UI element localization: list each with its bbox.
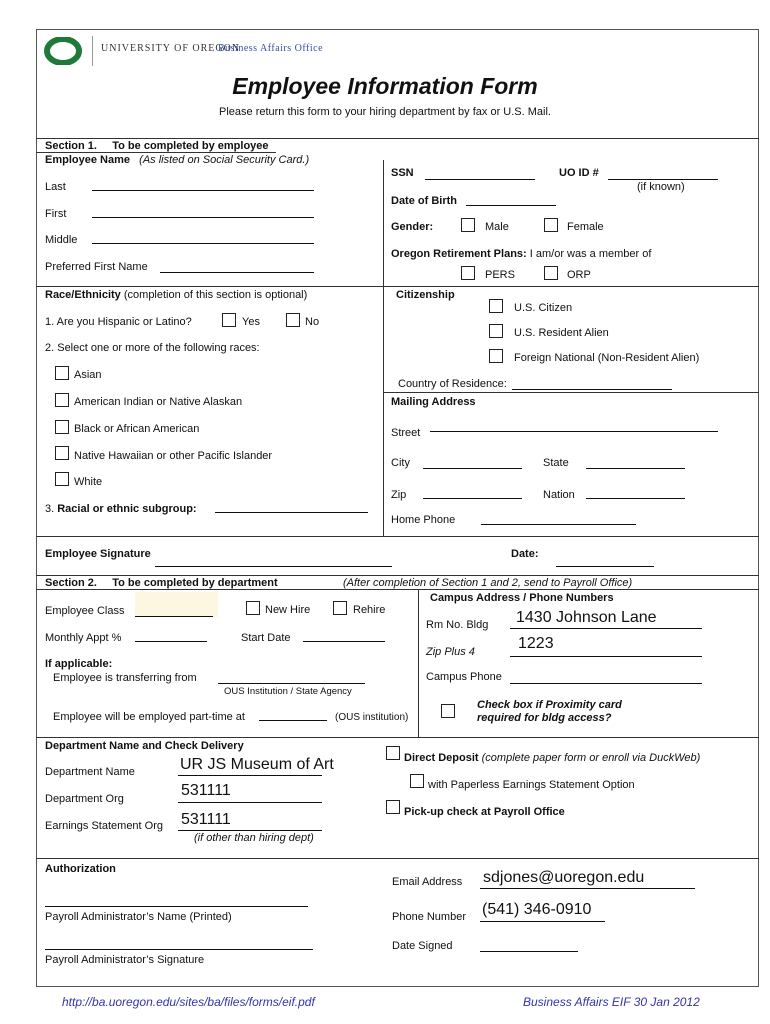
section1-top-rule [36, 138, 759, 139]
part-time-label: Employee will be employed part-time at [53, 711, 245, 723]
first-field[interactable] [92, 217, 314, 218]
street-label: Street [391, 427, 421, 439]
direct-deposit-checkbox[interactable] [386, 746, 400, 760]
retirement-plans-bold: Oregon Retirement Plans: [391, 248, 527, 260]
us-citizen-label: U.S. Citizen [514, 302, 573, 314]
section2-top-rule [36, 575, 759, 576]
race-white-label: White [74, 476, 103, 488]
male-checkbox[interactable] [461, 218, 475, 232]
country-label: Country of Residence: [398, 378, 507, 390]
direct-deposit-rest: (complete paper form or enroll via DuckWeb) [478, 752, 701, 764]
date-signed-label: Date Signed [392, 940, 453, 952]
dob-field[interactable] [466, 205, 556, 206]
proximity-card-checkbox[interactable] [441, 704, 455, 718]
logo-divider [92, 36, 93, 66]
employee-signature-label: Employee Signature [45, 548, 151, 560]
hispanic-question: 1. Are you Hispanic or Latino? [45, 316, 192, 328]
state-field[interactable] [586, 468, 685, 469]
preferred-name-label: Preferred First Name [45, 261, 148, 273]
city-label: City [391, 457, 410, 469]
signature-date-label: Date: [511, 548, 539, 560]
pers-checkbox[interactable] [461, 266, 475, 280]
transferring-field[interactable] [218, 683, 365, 684]
earnings-org-value[interactable]: 531111 [181, 811, 231, 828]
first-label: First [45, 208, 67, 220]
campus-heading: Campus Address / Phone Numbers [430, 592, 614, 604]
race-rest: (completion of this section is optional) [120, 289, 308, 301]
zip-plus-underline [510, 656, 702, 657]
employee-name-note: (As listed on Social Security Card.) [139, 154, 310, 166]
section2-label: Section 2. [45, 577, 97, 589]
female-label: Female [567, 221, 604, 233]
races-question: 2. Select one or more of the following races: [45, 342, 260, 354]
state-label: State [543, 457, 569, 469]
form-title: Employee Information Form [232, 73, 538, 99]
dept-name-label: Department Name [45, 766, 135, 778]
nation-field[interactable] [586, 498, 685, 499]
if-known-note: (if known) [637, 181, 685, 193]
race-american-indian-label: American Indian or Native Alaskan [74, 396, 243, 408]
footer-url[interactable]: http://ba.uoregon.edu/sites/ba/files/forms/eif.pdf [62, 995, 315, 1009]
country-field[interactable] [512, 389, 672, 390]
campus-phone-field[interactable] [510, 683, 702, 684]
footer-revision: Business Affairs EIF 30 Jan 2012 [523, 995, 700, 1009]
dept-name-value[interactable]: UR JS Museum of Art [180, 756, 334, 773]
office-name: Business Affairs Office [218, 43, 324, 54]
earnings-org-label: Earnings Statement Org [45, 820, 164, 832]
dept-org-label: Department Org [45, 793, 124, 805]
mailing-heading: Mailing Address [391, 396, 476, 408]
campus-phone-label: Campus Phone [426, 671, 502, 683]
admin-name-field[interactable] [45, 906, 308, 907]
subgroup-field[interactable] [215, 512, 368, 513]
uo-logo [44, 37, 82, 65]
part-time-field[interactable] [259, 720, 327, 721]
nation-label: Nation [543, 489, 575, 501]
auth-heading: Authorization [45, 863, 116, 875]
zip-plus-label: Zip Plus 4 [426, 646, 475, 658]
new-hire-checkbox[interactable] [246, 601, 260, 615]
hispanic-yes-checkbox[interactable] [222, 313, 236, 327]
section2-heading [45, 577, 278, 589]
pickup-checkbox[interactable] [386, 800, 400, 814]
orp-checkbox[interactable] [544, 266, 558, 280]
dob-label: Date of Birth [391, 195, 457, 207]
new-hire-label: New Hire [265, 604, 311, 616]
resident-alien-label: U.S. Resident Alien [514, 327, 609, 339]
race-hawaiian-checkbox[interactable] [55, 446, 69, 460]
ous-state-agency-note: OUS Institution / State Agency [224, 686, 352, 697]
transferring-label: Employee is transferring from [53, 672, 197, 684]
street-field[interactable] [430, 431, 718, 432]
race-heading [45, 289, 307, 301]
citizenship-heading: Citizenship [396, 289, 455, 301]
rm-bldg-label: Rm No. Bldg [426, 619, 489, 631]
email-underline [480, 888, 695, 889]
proximity-card-line2: required for bldg access? [477, 712, 612, 724]
section1-desc: To be completed by employee [112, 140, 269, 152]
signature-rule [36, 536, 759, 537]
last-label: Last [45, 181, 66, 193]
subgroup-prefix: 3. [45, 503, 58, 515]
email-label: Email Address [392, 876, 463, 888]
subgroup-label [45, 503, 197, 515]
monthly-appt-label: Monthly Appt % [45, 632, 122, 644]
subgroup-bold: Racial or ethnic subgroup: [57, 503, 197, 515]
race-rule [36, 286, 759, 287]
paperless-checkbox[interactable] [410, 774, 424, 788]
hispanic-no-checkbox[interactable] [286, 313, 300, 327]
phone-value[interactable]: (541) 346-0910 [482, 901, 592, 918]
zip-field[interactable] [423, 498, 522, 499]
signature-date-field[interactable] [556, 566, 654, 567]
middle-label: Middle [45, 234, 78, 246]
hispanic-yes-label: Yes [242, 316, 260, 328]
resident-alien-checkbox[interactable] [489, 324, 503, 338]
rehire-checkbox[interactable] [333, 601, 347, 615]
university-name: UNIVERSITY OF OREGON [101, 43, 241, 54]
race-hawaiian-label: Native Hawaiian or other Pacific Islander [74, 450, 273, 462]
phone-underline [480, 921, 605, 922]
direct-deposit-label [404, 752, 700, 764]
section2-note: (After completion of Section 1 and 2, send to Payroll Office) [343, 577, 633, 589]
email-value[interactable]: sdjones@uoregon.edu [483, 869, 645, 886]
if-other-note: (if other than hiring dept) [194, 832, 314, 844]
earnings-org-underline [178, 830, 322, 831]
auth-rule [36, 858, 759, 859]
uoid-field[interactable] [608, 179, 718, 180]
ssn-label: SSN [391, 167, 414, 179]
section1-divider [383, 160, 384, 536]
female-checkbox[interactable] [544, 218, 558, 232]
direct-deposit-bold: Direct Deposit [404, 752, 479, 764]
section2-divider [418, 589, 419, 737]
foreign-national-label: Foreign National (Non-Resident Alien) [514, 352, 700, 364]
male-label: Male [485, 221, 509, 233]
retirement-plans-label [391, 248, 651, 260]
dept-rule [36, 737, 759, 738]
admin-signature-label: Payroll Administrator’s Signature [45, 954, 205, 966]
mailing-rule [383, 392, 759, 393]
section1-heading [45, 140, 269, 152]
retirement-plans-rest: I am/or was a member of [526, 248, 652, 260]
ous-institution-note: (OUS institution) [335, 712, 409, 723]
race-american-indian-checkbox[interactable] [55, 393, 69, 407]
race-white-checkbox[interactable] [55, 472, 69, 486]
dept-org-underline [178, 802, 322, 803]
hispanic-no-label: No [305, 316, 320, 328]
city-field[interactable] [423, 468, 522, 469]
if-applicable-label: If applicable: [45, 658, 113, 670]
employee-class-field[interactable] [135, 592, 218, 617]
phone-label: Phone Number [392, 911, 466, 923]
uoid-label: UO ID # [559, 167, 599, 179]
race-black-label: Black or African American [74, 423, 200, 435]
us-citizen-checkbox[interactable] [489, 299, 503, 313]
employee-name-label: Employee Name [45, 154, 130, 166]
employee-class-underline [135, 616, 213, 617]
race-bold: Race/Ethnicity [45, 289, 121, 301]
start-date-label: Start Date [241, 632, 291, 644]
zip-label: Zip [391, 489, 407, 501]
date-signed-field[interactable] [480, 951, 578, 952]
proximity-card-line1: Check box if Proximity card [477, 699, 622, 711]
race-black-checkbox[interactable] [55, 420, 69, 434]
last-field[interactable] [92, 190, 314, 191]
admin-name-label: Payroll Administrator’s Name (Printed) [45, 911, 232, 923]
rehire-label: Rehire [353, 604, 386, 616]
section1-label: Section 1. [45, 140, 97, 152]
dept-heading: Department Name and Check Delivery [45, 740, 244, 752]
gender-label: Gender: [391, 221, 434, 233]
employee-signature-field[interactable] [155, 566, 392, 567]
admin-signature-field[interactable] [45, 949, 313, 950]
section2-underline [36, 589, 759, 590]
rm-bldg-underline [510, 628, 702, 629]
section1-underline [36, 152, 276, 153]
monthly-appt-field[interactable] [135, 641, 207, 642]
employee-name-heading [45, 154, 309, 166]
pers-label: PERS [485, 269, 515, 281]
employee-class-label: Employee Class [45, 605, 125, 617]
middle-field[interactable] [92, 243, 314, 244]
home-phone-label: Home Phone [391, 514, 456, 526]
orp-label: ORP [567, 269, 591, 281]
race-asian-label: Asian [74, 369, 102, 381]
form-subtitle: Please return this form to your hiring department by fax or U.S. Mail. [219, 106, 551, 118]
zip-plus-value[interactable]: 1223 [518, 635, 554, 652]
foreign-national-checkbox[interactable] [489, 349, 503, 363]
preferred-name-field[interactable] [160, 272, 314, 273]
section2-desc: To be completed by department [112, 577, 278, 589]
rm-bldg-value[interactable]: 1430 Johnson Lane [516, 609, 657, 626]
dept-org-value[interactable]: 531111 [181, 782, 231, 799]
ssn-field[interactable] [425, 179, 535, 180]
race-asian-checkbox[interactable] [55, 366, 69, 380]
pickup-label: Pick-up check at Payroll Office [404, 806, 565, 818]
paperless-label: with Paperless Earnings Statement Option [428, 779, 635, 791]
dept-name-underline [178, 775, 322, 776]
home-phone-field[interactable] [481, 524, 636, 525]
start-date-field[interactable] [303, 641, 385, 642]
